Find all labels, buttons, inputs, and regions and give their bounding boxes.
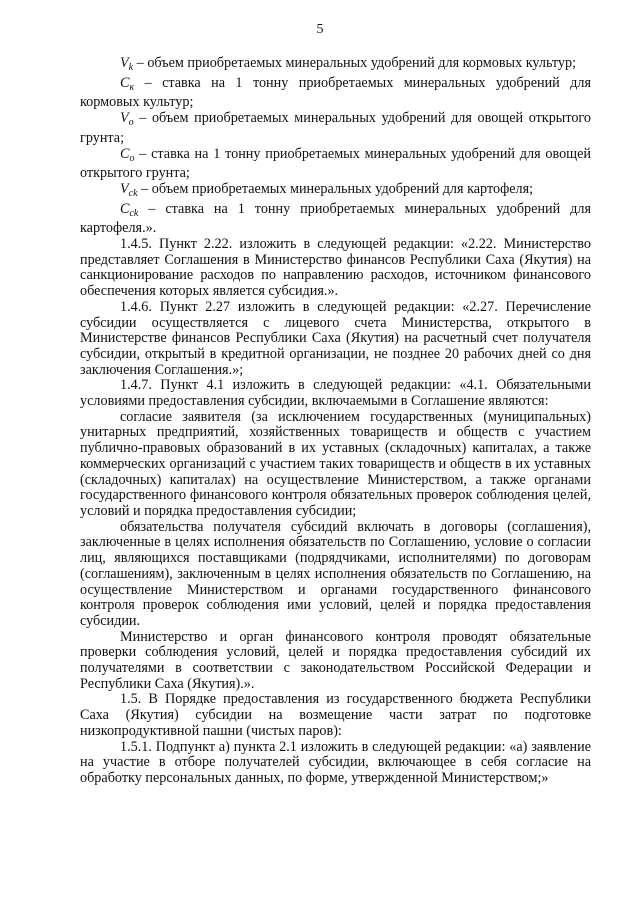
- control-paragraph: Министерство и орган финансового контроля проводят обязательные проверки соблюдения условий, целей и порядка предоставления субсидий их получателями в соответствии с законодательством Российской Федерации и Республики Саха (Якутия).».: [80, 628, 591, 692]
- definition-co: [80, 147, 591, 182]
- page-number: 5: [316, 22, 324, 37]
- definition-cck: [80, 202, 591, 237]
- definition-text: – ставка на 1 тонну приобретаемых минеральных удобрений для овощей открытого грунта;: [80, 145, 591, 182]
- variable-subscript: к: [129, 81, 135, 93]
- condition-consent: согласие заявителя (за исключением государственных (муниципальных) унитарных предприятий, хозяйственных товариществ и обществ с участием публично-правовых образований в их уставных (складочных) капиталах, а также коммерческих организаций с участием таких товариществ и обществ в их уставных (складочных) капиталах) на осуществление Министерством, а также органами государственного финансового контроля обязательных проверок соблюдения целей, условий и порядка предоставления субсидии;: [80, 408, 591, 519]
- definition-text: – объем приобретаемых минеральных удобрений для кормовых культур;: [133, 55, 577, 71]
- variable-symbol: C: [120, 145, 130, 162]
- clause-1-5: 1.5. В Порядке предоставления из государственного бюджета Республики Саха (Якутия) субсидии на возмещение части затрат по подготовке низкопродуктивной пашни (чистых паров):: [80, 691, 591, 739]
- variable-symbol: V: [120, 180, 129, 197]
- condition-obligations: обязательства получателя субсидий включать в договоры (соглашения), заключенные в целях исполнения обязательств по Соглашению, условие о согласии лиц, являющихся поставщиками (подрядчиками, исполнителями) по договорам (соглашениям), заключенным в целях исполнения обязательств по Соглашению, на осуществление Министерством и органами государственного финансового контроля проверок соблюдения ими условий, целей и порядка предоставления субсидии.: [80, 518, 591, 629]
- clause-1-4-6: 1.4.6. Пункт 2.27 изложить в следующей редакции: «2.27. Перечисление субсидии осуществляется с лицевого счета Министерства, открытого в Министерстве финансов Республики Саха (Якутия) на расчетный счет получателя субсидии, открытый в кредитной организации, не позднее 20 рабочих дней со дня заключения Соглашения.»;: [80, 298, 591, 378]
- definition-vk: [80, 56, 591, 76]
- variable-subscript: k: [128, 62, 134, 73]
- definition-ck: [80, 76, 591, 111]
- definition-vck: [80, 182, 591, 202]
- variable-subscript: ck: [128, 187, 138, 199]
- definition-text: – ставка на 1 тонну приобретаемых минеральных удобрений для кормовых культур;: [80, 74, 591, 111]
- variable-subscript: o: [128, 117, 134, 129]
- variable-subscript: ck: [129, 207, 139, 219]
- variable-symbol: C: [120, 200, 130, 217]
- definition-text: – объем приобретаемых минеральных удобрений для картофеля;: [137, 180, 534, 197]
- document-body: [80, 56, 591, 787]
- definition-text: – объем приобретаемых минеральных удобрений для овощей открытого грунта;: [80, 110, 591, 146]
- variable-symbol: V: [120, 55, 129, 71]
- clause-1-5-1: 1.5.1. Подпункт а) пункта 2.1 изложить в следующей редакции: «а) заявление на участие в отборе получателей субсидии, включающее в себя согласие на обработку персональных данных, по форме, утвержденной Министерством;»: [80, 738, 591, 786]
- variable-subscript: o: [129, 152, 135, 164]
- clause-1-4-7: 1.4.7. Пункт 4.1 изложить в следующей редакции: «4.1. Обязательными условиями предоставления субсидии, включаемыми в Соглашение являются:: [80, 377, 591, 410]
- variable-symbol: C: [120, 74, 130, 91]
- definition-vo: [80, 111, 591, 146]
- clause-1-4-5: 1.4.5. Пункт 2.22. изложить в следующей редакции: «2.22. Министерство представляет Соглашения в Министерство финансов Республики Саха (Якутия) на санкционирование расходов по направлению расходов, источником финансового обеспечения которых является субсидия.».: [80, 236, 591, 300]
- variable-symbol: V: [120, 110, 129, 127]
- definition-text: – ставка на 1 тонну приобретаемых минеральных удобрений для картофеля.».: [80, 200, 591, 237]
